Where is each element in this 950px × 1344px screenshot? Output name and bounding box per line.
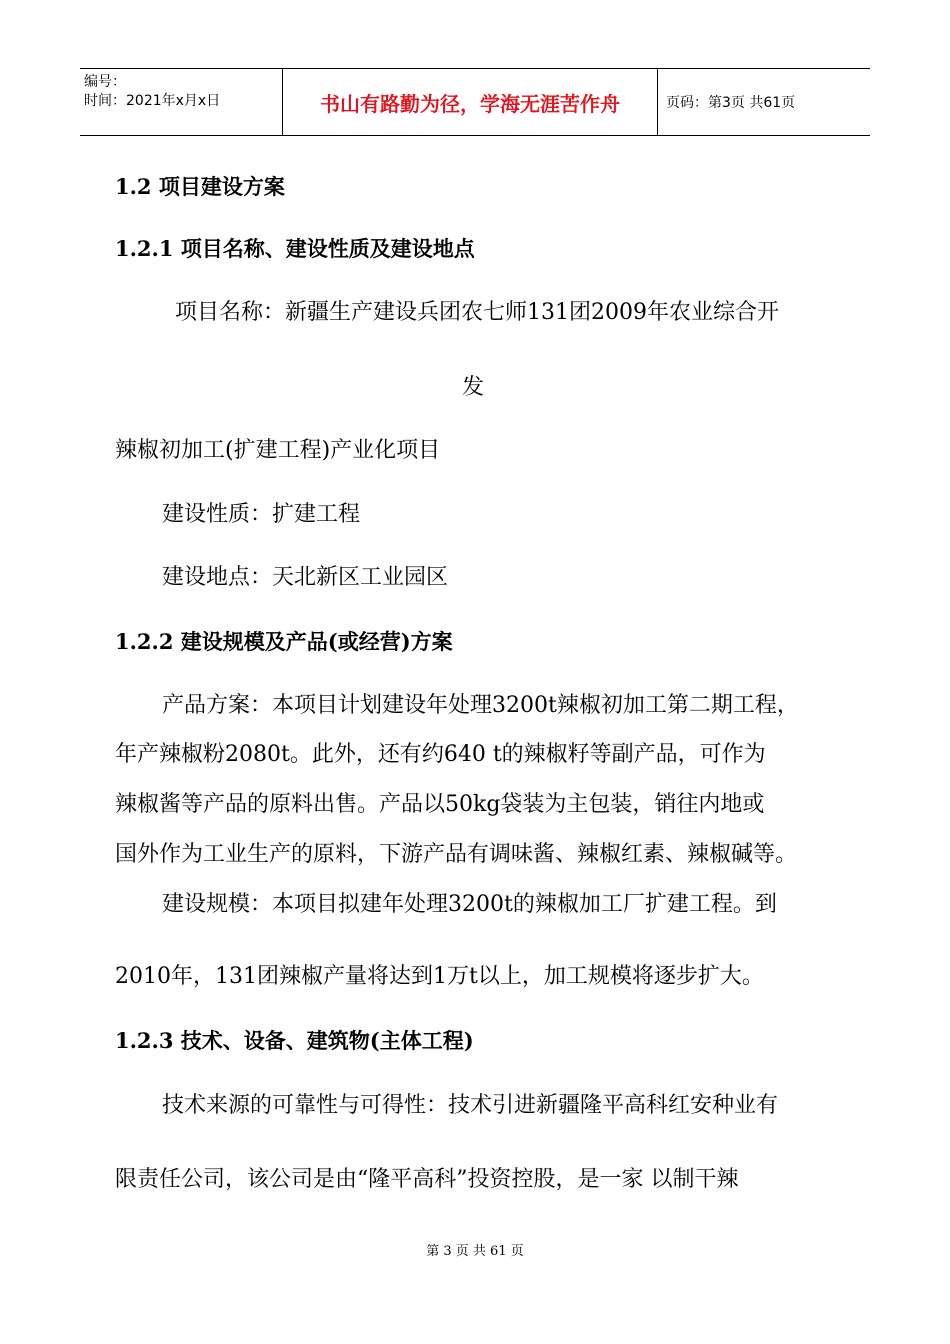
- heading-1-2-1: 1.2.1 项目名称、建设性质及建设地点: [115, 236, 475, 261]
- paragraph-line: 建设地点：天北新区工业园区: [162, 565, 449, 590]
- page-header: [80, 68, 870, 136]
- heading-1-2-2: 1.2.2 建设规模及产品(或经营)方案: [115, 629, 453, 654]
- paragraph-line: 2010年，131团辣椒产量将达到1万t以上，加工规模将逐步扩大。: [115, 964, 764, 989]
- header-motto: 书山有路勤为径，学海无涯苦作舟: [282, 69, 658, 135]
- paragraph-line: 建设性质：扩建工程: [162, 502, 361, 527]
- page-footer: 第 3 页 共 61 页: [426, 1244, 524, 1259]
- paragraph-line: 技术来源的可靠性与可得性：技术引进新疆隆平高科红安种业有: [162, 1093, 779, 1118]
- header-time: 时间：2021年x月x日: [84, 93, 221, 109]
- paragraph-line: 年产辣椒粉2080t。此外，还有约640 t的辣椒籽等副产品，可作为: [115, 742, 766, 767]
- paragraph-line: 发: [462, 375, 485, 400]
- header-page-info: 页码：第3页 共61页: [666, 95, 796, 111]
- paragraph-line: 辣椒酱等产品的原料出售。产品以50kg袋装为主包装，销往内地或: [115, 792, 765, 817]
- header-number: 编号：: [84, 74, 126, 90]
- paragraph-line: 国外作为工业生产的原料，下游产品有调味酱、辣椒红素、辣椒碱等。: [115, 842, 798, 867]
- heading-1-2-3: 1.2.3 技术、设备、建筑物(主体工程): [115, 1028, 474, 1053]
- paragraph-line: 项目名称：新疆生产建设兵团农七师131团2009年农业综合开: [175, 300, 779, 325]
- heading-1-2: 1.2 项目建设方案: [115, 174, 285, 199]
- paragraph-line: 建设规模：本项目拟建年处理3200t的辣椒加工厂扩建工程。到: [162, 892, 777, 917]
- paragraph-line: 限责任公司，该公司是由“隆平高科”投资控股，是一家 以制干辣: [115, 1167, 739, 1192]
- header-meta: [80, 69, 282, 135]
- paragraph-line: 产品方案：本项目计划建设年处理3200t辣椒初加工第二期工程，: [162, 693, 799, 718]
- paragraph-line: 辣椒初加工(扩建工程)产业化项目: [115, 438, 441, 463]
